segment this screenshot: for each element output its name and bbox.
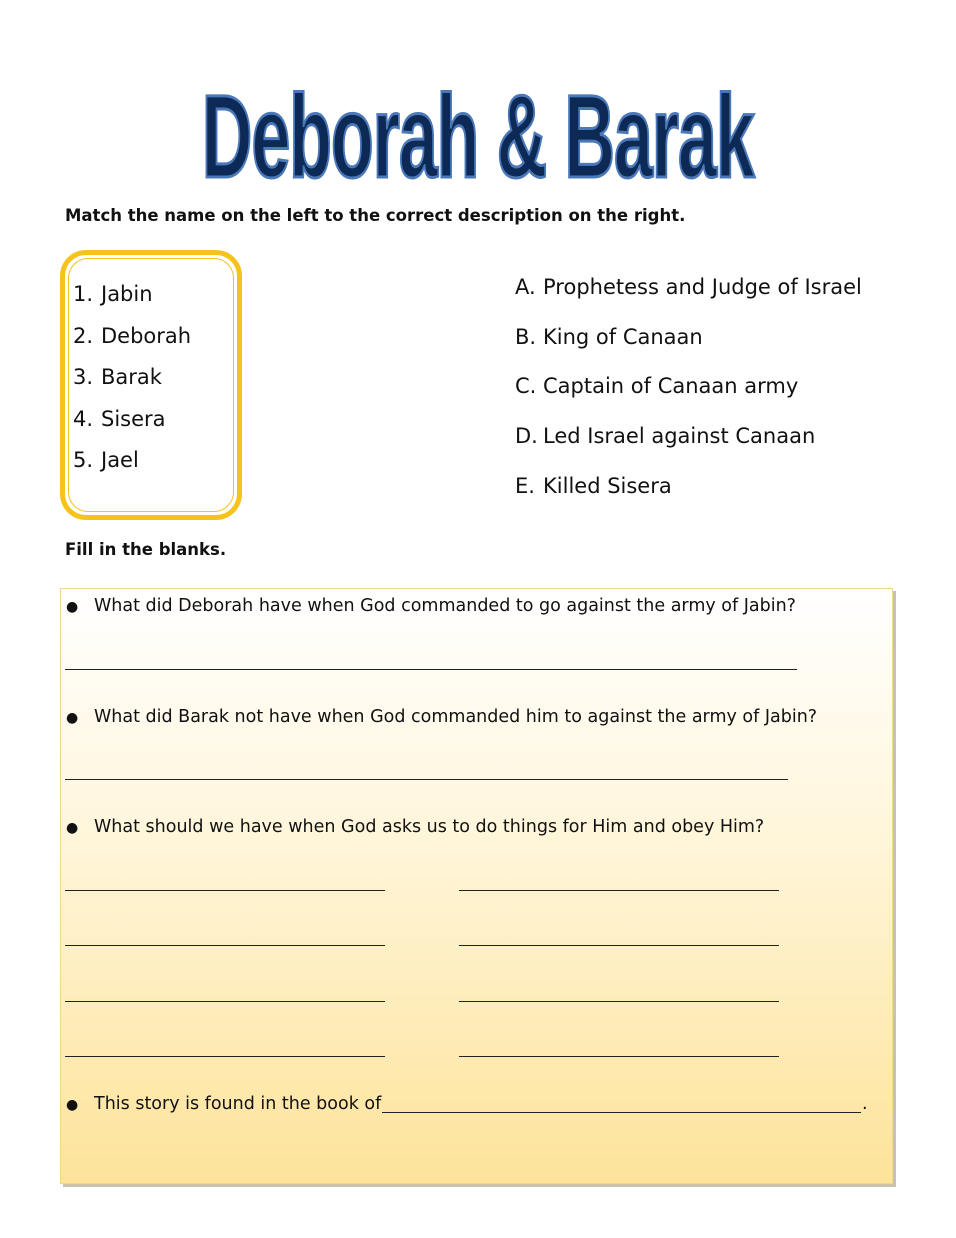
answer-line[interactable] (65, 1056, 385, 1057)
answer-line-book[interactable] (382, 1112, 861, 1113)
name-item: 5. Jael (73, 448, 139, 472)
name-item: 1. Jabin (73, 282, 153, 306)
description-item: E. Killed Sisera (515, 473, 672, 498)
bullet-icon: ● (66, 820, 79, 836)
question-1: What did Deborah have when God commanded to go against the army of Jabin? (94, 596, 796, 616)
question-4: This story is found in the book of (94, 1094, 382, 1114)
worksheet-title: Deborah & Barak (202, 71, 754, 203)
name-item: 2. Deborah (73, 323, 192, 348)
names-list (73, 282, 191, 490)
period: . (862, 1094, 868, 1114)
descriptions-list (515, 275, 862, 523)
description-item: D. Led Israel against Canaan (515, 424, 816, 449)
answer-line-2[interactable] (65, 779, 788, 780)
answer-line[interactable] (459, 1056, 779, 1057)
answer-line[interactable] (65, 945, 385, 946)
name-item: 4. Sisera (73, 406, 166, 431)
description-item: A. Prophetess and Judge of Israel (515, 275, 862, 299)
bullet-icon: ● (66, 710, 79, 726)
bullet-icon: ● (66, 1097, 79, 1113)
answer-line[interactable] (459, 945, 779, 946)
name-item: 3. Barak (73, 365, 162, 389)
answer-line[interactable] (65, 1001, 385, 1002)
answer-line[interactable] (459, 1001, 779, 1002)
answer-line[interactable] (459, 890, 779, 891)
match-instructions: Match the name on the left to the correct description on the right. (65, 206, 686, 225)
question-2: What did Barak not have when God commanded him to against the army of Jabin? (94, 707, 818, 727)
question-3: What should we have when God asks us to do things for Him and obey Him? (94, 817, 765, 837)
description-item: C. Captain of Canaan army (515, 374, 799, 399)
answer-line-1[interactable] (65, 669, 797, 670)
description-item: B. King of Canaan (515, 324, 703, 349)
answer-line[interactable] (65, 890, 385, 891)
fill-instructions: Fill in the blanks. (65, 540, 227, 559)
bullet-icon: ● (66, 599, 79, 615)
